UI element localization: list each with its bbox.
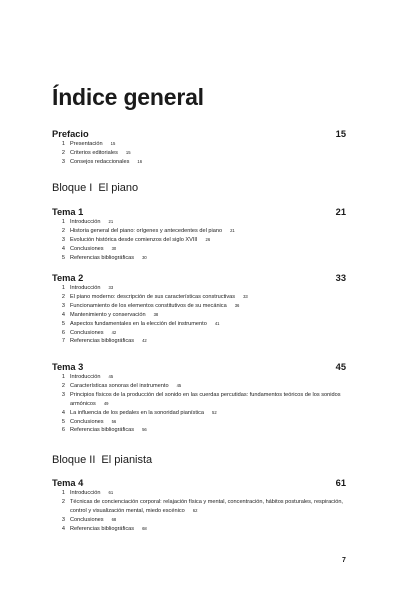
entry-page: 49: [103, 400, 109, 406]
toc-section-tema-3: [52, 361, 346, 435]
entry-text: Historia general del piano: orígenes y antecedentes del piano: [70, 227, 223, 234]
entry-page: 68: [142, 525, 147, 531]
section-title: Tema 3: [52, 362, 84, 372]
entry-number: 1: [61, 374, 65, 380]
toc-entry: [52, 373, 346, 382]
block-name: El pianista: [101, 454, 153, 466]
entry-page: 30: [142, 254, 147, 260]
entry-number: 2: [61, 382, 65, 389]
entry-text: El piano moderno: descripción de sus características constructivas: [70, 293, 236, 300]
entry-text: Evolución histórica desde comienzos del siglo XVIII: [70, 236, 198, 243]
toc-entry: [52, 498, 346, 516]
entry-number: 5: [61, 418, 65, 425]
entry-text: Funcionamiento de los elementos constitutivos de su mecánica: [70, 302, 227, 309]
entry-number: 3: [61, 302, 65, 309]
entry-number: 1: [61, 219, 65, 225]
toc-entry: [52, 284, 346, 293]
entry-text: Introducción: [70, 285, 101, 291]
entry-text: Aspectos fundamentales en la elección del instrumento: [70, 320, 207, 327]
entry-page: 62: [192, 507, 198, 513]
toc-entry: [52, 525, 346, 534]
entry-number: 3: [61, 158, 65, 165]
block-title-1: [52, 182, 138, 194]
entry-text: Características sonoras del instrumento: [70, 382, 169, 389]
entry-page: 45: [176, 382, 182, 388]
entry-number: 3: [61, 236, 65, 243]
entry-number: 4: [61, 245, 65, 252]
entry-page: 30: [111, 245, 117, 251]
block-title-2: [52, 454, 152, 466]
entry-text: Referencias bibliográficas: [70, 427, 135, 434]
entry-text: Principios físicos de la producción del sonido en las cuerdas percutidas: fundamentos teóricos de los sonidos armónicos: [70, 391, 341, 407]
entry-page: 56: [111, 418, 117, 424]
entry-number: 4: [61, 409, 65, 416]
toc-entry: [52, 302, 346, 311]
entry-text: Consejos redaccionales: [70, 158, 130, 165]
toc-entry: [52, 516, 346, 525]
section-title: Tema 2: [52, 273, 84, 283]
entry-page: 26: [205, 236, 211, 242]
toc-section-tema-1: [52, 206, 346, 263]
toc-section-tema-4: [52, 477, 346, 534]
entry-number: 3: [61, 516, 65, 523]
entry-text: Conclusiones: [70, 418, 104, 425]
entry-number: 3: [61, 391, 65, 398]
toc-entry: [52, 418, 346, 427]
entry-text: Introducción: [70, 490, 101, 496]
toc-entry: [52, 218, 346, 227]
toc-entry: [52, 236, 346, 245]
entry-number: 2: [61, 498, 65, 505]
entry-text: Introducción: [70, 219, 101, 225]
entry-text: Introducción: [70, 374, 101, 380]
entry-page: 41: [214, 320, 220, 326]
entry-text: Referencias bibliográficas: [70, 338, 135, 345]
entry-number: 1: [61, 285, 65, 291]
section-heading: [52, 206, 346, 218]
entry-page: 45: [108, 374, 114, 379]
entry-page: 21: [108, 219, 114, 224]
entry-page: 33: [108, 285, 114, 290]
toc-entry: [52, 254, 346, 263]
toc-entry: [52, 293, 346, 302]
section-page: 21: [335, 207, 346, 217]
toc-entry: [52, 489, 346, 498]
section-page: 61: [335, 478, 346, 488]
section-heading: [52, 477, 346, 489]
toc-entry: [52, 426, 346, 435]
section-title: Tema 1: [52, 207, 84, 217]
entry-number: 2: [61, 293, 65, 300]
toc-entry: [52, 337, 346, 346]
page-number: 7: [342, 557, 346, 564]
entry-number: 6: [61, 329, 65, 336]
entry-page: 61: [108, 490, 114, 495]
section-page: 33: [335, 273, 346, 283]
entry-page: 36: [234, 302, 240, 308]
toc-entry: [52, 158, 346, 167]
entry-text: Presentación: [70, 141, 103, 147]
toc-entry: [52, 311, 346, 320]
toc-entry: [52, 140, 346, 149]
toc-entry: [52, 227, 346, 236]
entry-text: Referencias bibliográficas: [70, 254, 135, 261]
entry-number: 2: [61, 149, 65, 156]
entry-page: 21: [230, 227, 235, 233]
toc-entry: [52, 329, 346, 338]
entry-page: 42: [142, 338, 147, 344]
entry-page: 56: [142, 427, 147, 433]
toc-entry: [52, 149, 346, 158]
entry-number: 1: [61, 490, 65, 496]
entry-text: Conclusiones: [70, 329, 104, 336]
entry-number: 4: [61, 311, 65, 318]
entry-page: 42: [111, 329, 117, 335]
entry-text: Mantenimiento y conservación: [70, 311, 146, 318]
entry-number: 5: [61, 254, 65, 261]
block-name: El piano: [98, 182, 139, 194]
entry-page: 15: [110, 141, 116, 146]
entry-page: 33: [243, 293, 248, 299]
entry-page: 15: [125, 149, 131, 155]
entry-text: Conclusiones: [70, 245, 104, 252]
toc-section-prefacio: [52, 128, 346, 167]
entry-number: 6: [61, 427, 65, 434]
block-label: Bloque I: [52, 182, 93, 194]
toc-entry: [52, 320, 346, 329]
entry-number: 7: [61, 338, 65, 345]
entry-number: 4: [61, 525, 65, 532]
section-heading: [52, 128, 346, 140]
entry-page: 38: [153, 311, 159, 317]
entry-number: 5: [61, 320, 65, 327]
entry-number: 1: [61, 141, 65, 147]
entry-text: Técnicas de concienciación corporal: relajación física y mental, concentración, hábitos posturales, respiración, control y visualización mental, miedo escénico: [70, 498, 343, 514]
section-title: Prefacio: [52, 129, 89, 139]
entry-page: 52: [212, 409, 217, 415]
section-heading: [52, 361, 346, 373]
toc-section-tema-2: [52, 272, 346, 346]
section-page: 45: [335, 362, 346, 372]
section-title: Tema 4: [52, 478, 84, 488]
toc-entry: [52, 391, 346, 409]
entry-text: La influencia de los pedales en la sonoridad pianística: [70, 409, 205, 416]
entry-page: 68: [111, 516, 117, 522]
entry-text: Referencias bibliográficas: [70, 525, 135, 532]
entry-page: 16: [137, 158, 143, 164]
toc-entry: [52, 245, 346, 254]
toc-entry: [52, 409, 346, 418]
toc-entry: [52, 382, 346, 391]
section-heading: [52, 272, 346, 284]
page-title: Índice general: [52, 84, 204, 110]
entry-text: Conclusiones: [70, 516, 104, 523]
entry-text: Criterios editoriales: [70, 149, 118, 156]
block-label: Bloque II: [52, 454, 96, 466]
section-page: 15: [335, 129, 346, 139]
entry-number: 2: [61, 227, 65, 234]
